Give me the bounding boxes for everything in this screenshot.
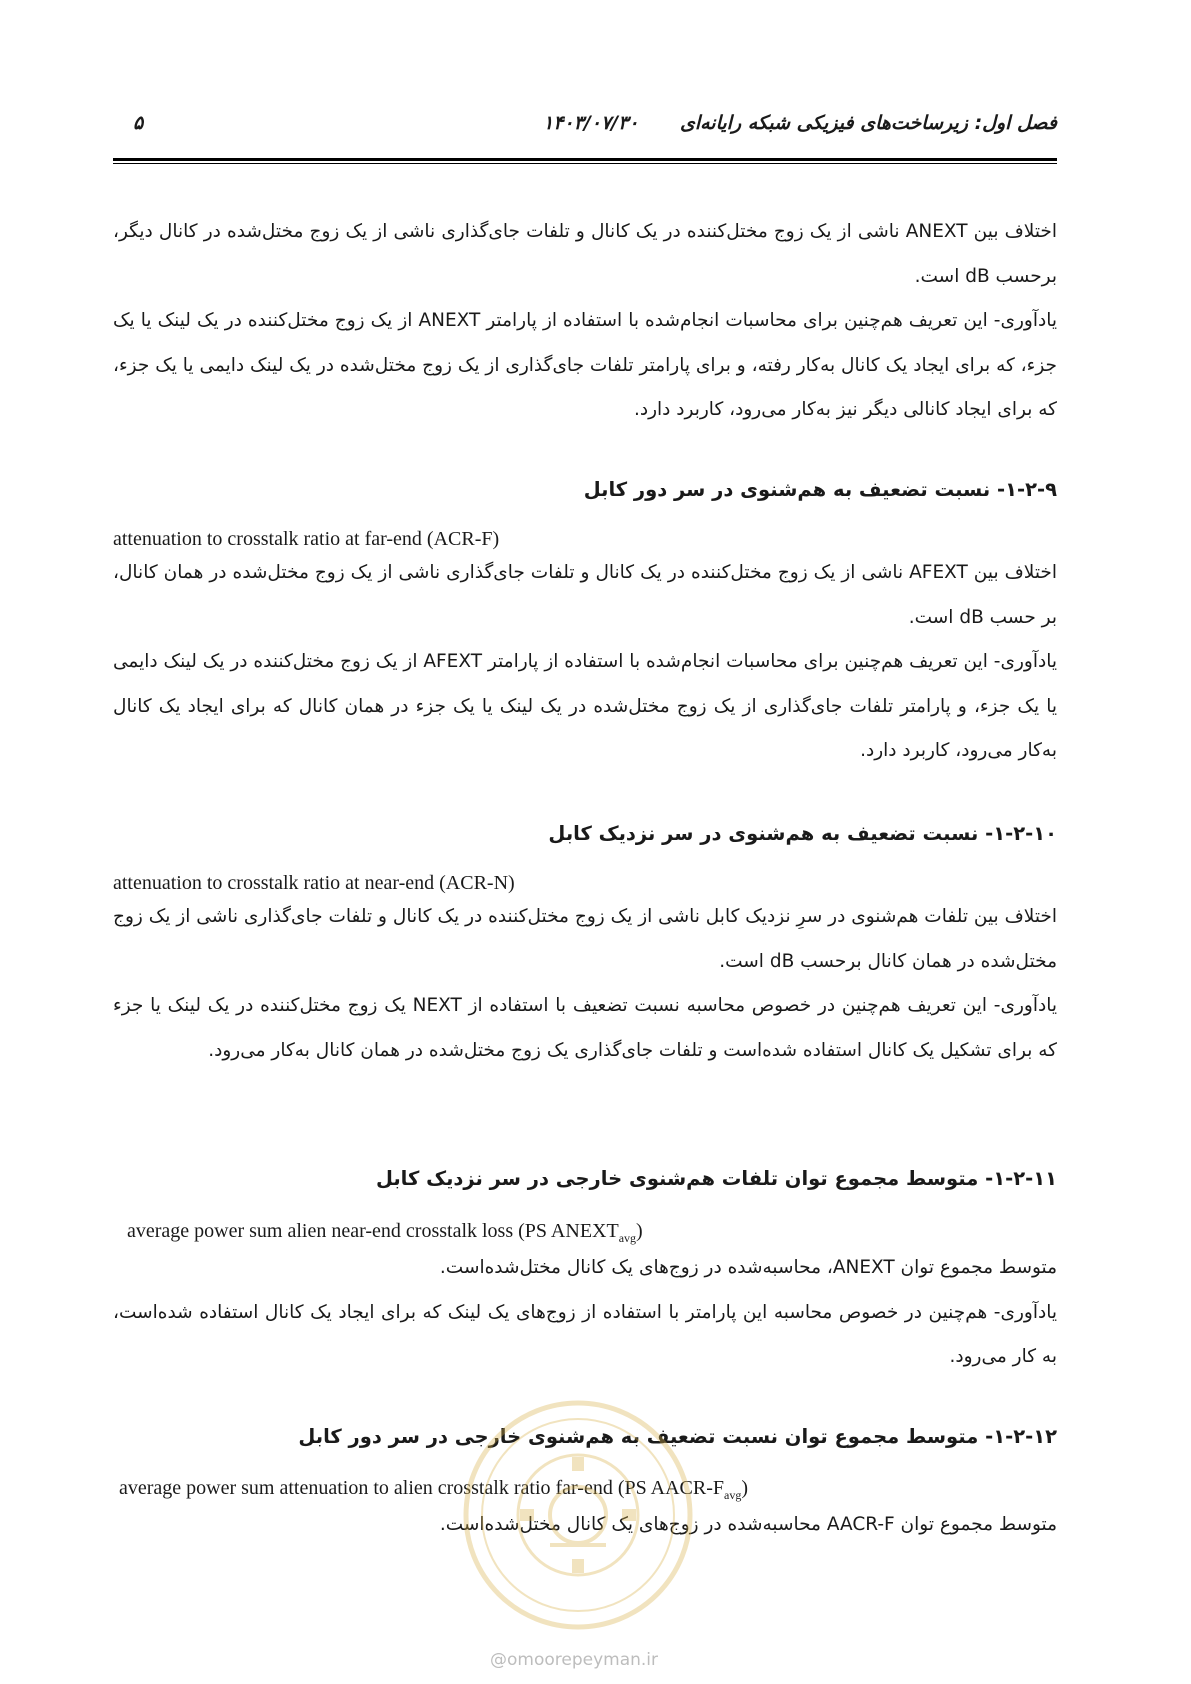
header-rule-thin [113,163,1057,164]
note-paragraph: یادآوری- هم‌چنین در خصوص محاسبه این پارامتر با استفاده از زوج‌های یک لینک که برای ایجاد یک کانال استفاده شده‌است، به کار می‌رود. [113,1301,1057,1367]
header-date: ۱۴۰۳/۰۷/۳۰ [543,112,639,134]
note-paragraph: یادآوری- این تعریف هم‌چنین برای محاسبات انجام‌شده با استفاده از پارامتر AFEXT از یک زوج مختل‌کننده در یک لینک دایمی یا یک جزء، و پارامتر تلفات جای‌گذاری از یک زوج مختل‌شده در یک لینک یا یک جزء در همان کانال که برای ایجاد یک کانال به‌کار می‌رود، کاربرد دارد. [113,651,1057,761]
note-paragraph: یادآوری- این تعریف هم‌چنین در خصوص محاسبه نسبت تضعیف با استفاده از NEXT یک زوج مختل‌کننده در یک لینک یا جزء که برای تشکیل یک کانال استفاده شده‌است و تلفات جای‌گذاری یک زوج مختل‌شده در همان کانال به‌کار می‌رود. [113,995,1057,1061]
english-term: average power sum alien near-end crosstalk loss (PS $ANEXT_{avg}$) [127,1220,643,1245]
section-heading: ۱-۲-۱۱- متوسط مجموع توان تلفات هم‌شنوی خارجی در سر نزدیک کابل [375,1167,1057,1190]
definition-paragraph: متوسط مجموع توان AACR-F محاسبه‌شده در زوج‌های یک کانال مختل‌شده‌است. [439,1514,1057,1535]
watermark-seal-icon [458,1395,698,1635]
intro-block [113,210,1057,433]
english-term: average power sum attenuation to alien crosstalk ratio far-end (PS AACR-$F_{avg}$) [119,1477,748,1502]
section-heading: ۱-۲-۱۲- متوسط مجموع توان نسبت تضعیف به هم‌شنوی خارجی در سر دور کابل [298,1425,1057,1448]
section-1-2-10 [113,822,1057,845]
section-heading: ۱-۲-۱۰- نسبت تضعیف به هم‌شنوی در سر نزدیک کابل [548,822,1057,845]
page-number: ۵ [133,112,144,134]
definition-paragraph: متوسط مجموع توان ANEXT، محاسبه‌شده در زوج‌های یک کانال مختل‌شده‌است. [439,1257,1057,1278]
watermark-url: @omoorepeyman.ir [490,1650,659,1670]
section-heading: ۱-۲-۹- نسبت تضعیف به هم‌شنوی در سر دور کابل [583,478,1057,501]
chapter-title: فصل اول: زیرساخت‌های فیزیکی شبکه رایانه‌ای [679,112,1057,134]
intro-note: یادآوری- این تعریف هم‌چنین برای محاسبات انجام‌شده با استفاده از پارامتر ANEXT از یک زوج مختل‌کننده در یک لینک یا یک جزء، که برای ایجاد یک کانال به‌کار رفته، و برای پارامتر تلفات جای‌گذاری از یک زوج مختل‌شده در یک لینک دایمی یا یک جزء، که برای ایجاد کانالی دیگر نیز به‌کار می‌رود، کاربرد دارد. [113,310,1057,420]
header-rule-thick [113,158,1057,161]
definition-paragraph: اختلاف بین AFEXT ناشی از یک زوج مختل‌کننده در یک کانال و تلفات جای‌گذاری ناشی از یک زوج مختل‌شده در همان کانال، بر حسب dB است. [113,562,1057,628]
intro-paragraph: اختلاف بین ANEXT ناشی از یک زوج مختل‌کننده در یک کانال و تلفات جای‌گذاری ناشی از یک زوج مختل‌شده در کانال دیگر، برحسب dB است. [113,221,1057,287]
english-term: attenuation to crosstalk ratio at far-end (ACR-F) [113,528,500,550]
page-header [113,112,1057,152]
section-1-2-11-body [113,1220,1057,1380]
english-term: attenuation to crosstalk ratio at near-end (ACR-N) [113,872,515,894]
section-1-2-10-body [113,872,1057,1073]
section-1-2-9-body [113,528,1057,774]
definition-paragraph: اختلاف بین تلفات هم‌شنوی در سرِ نزدیک کابل ناشی از یک زوج مختل‌کننده در یک کانال و تلفات جای‌گذاری ناشی از یک زوج مختل‌شده در همان کانال برحسب dB است. [113,906,1057,972]
section-1-2-9 [113,478,1057,501]
section-1-2-11 [113,1167,1057,1190]
